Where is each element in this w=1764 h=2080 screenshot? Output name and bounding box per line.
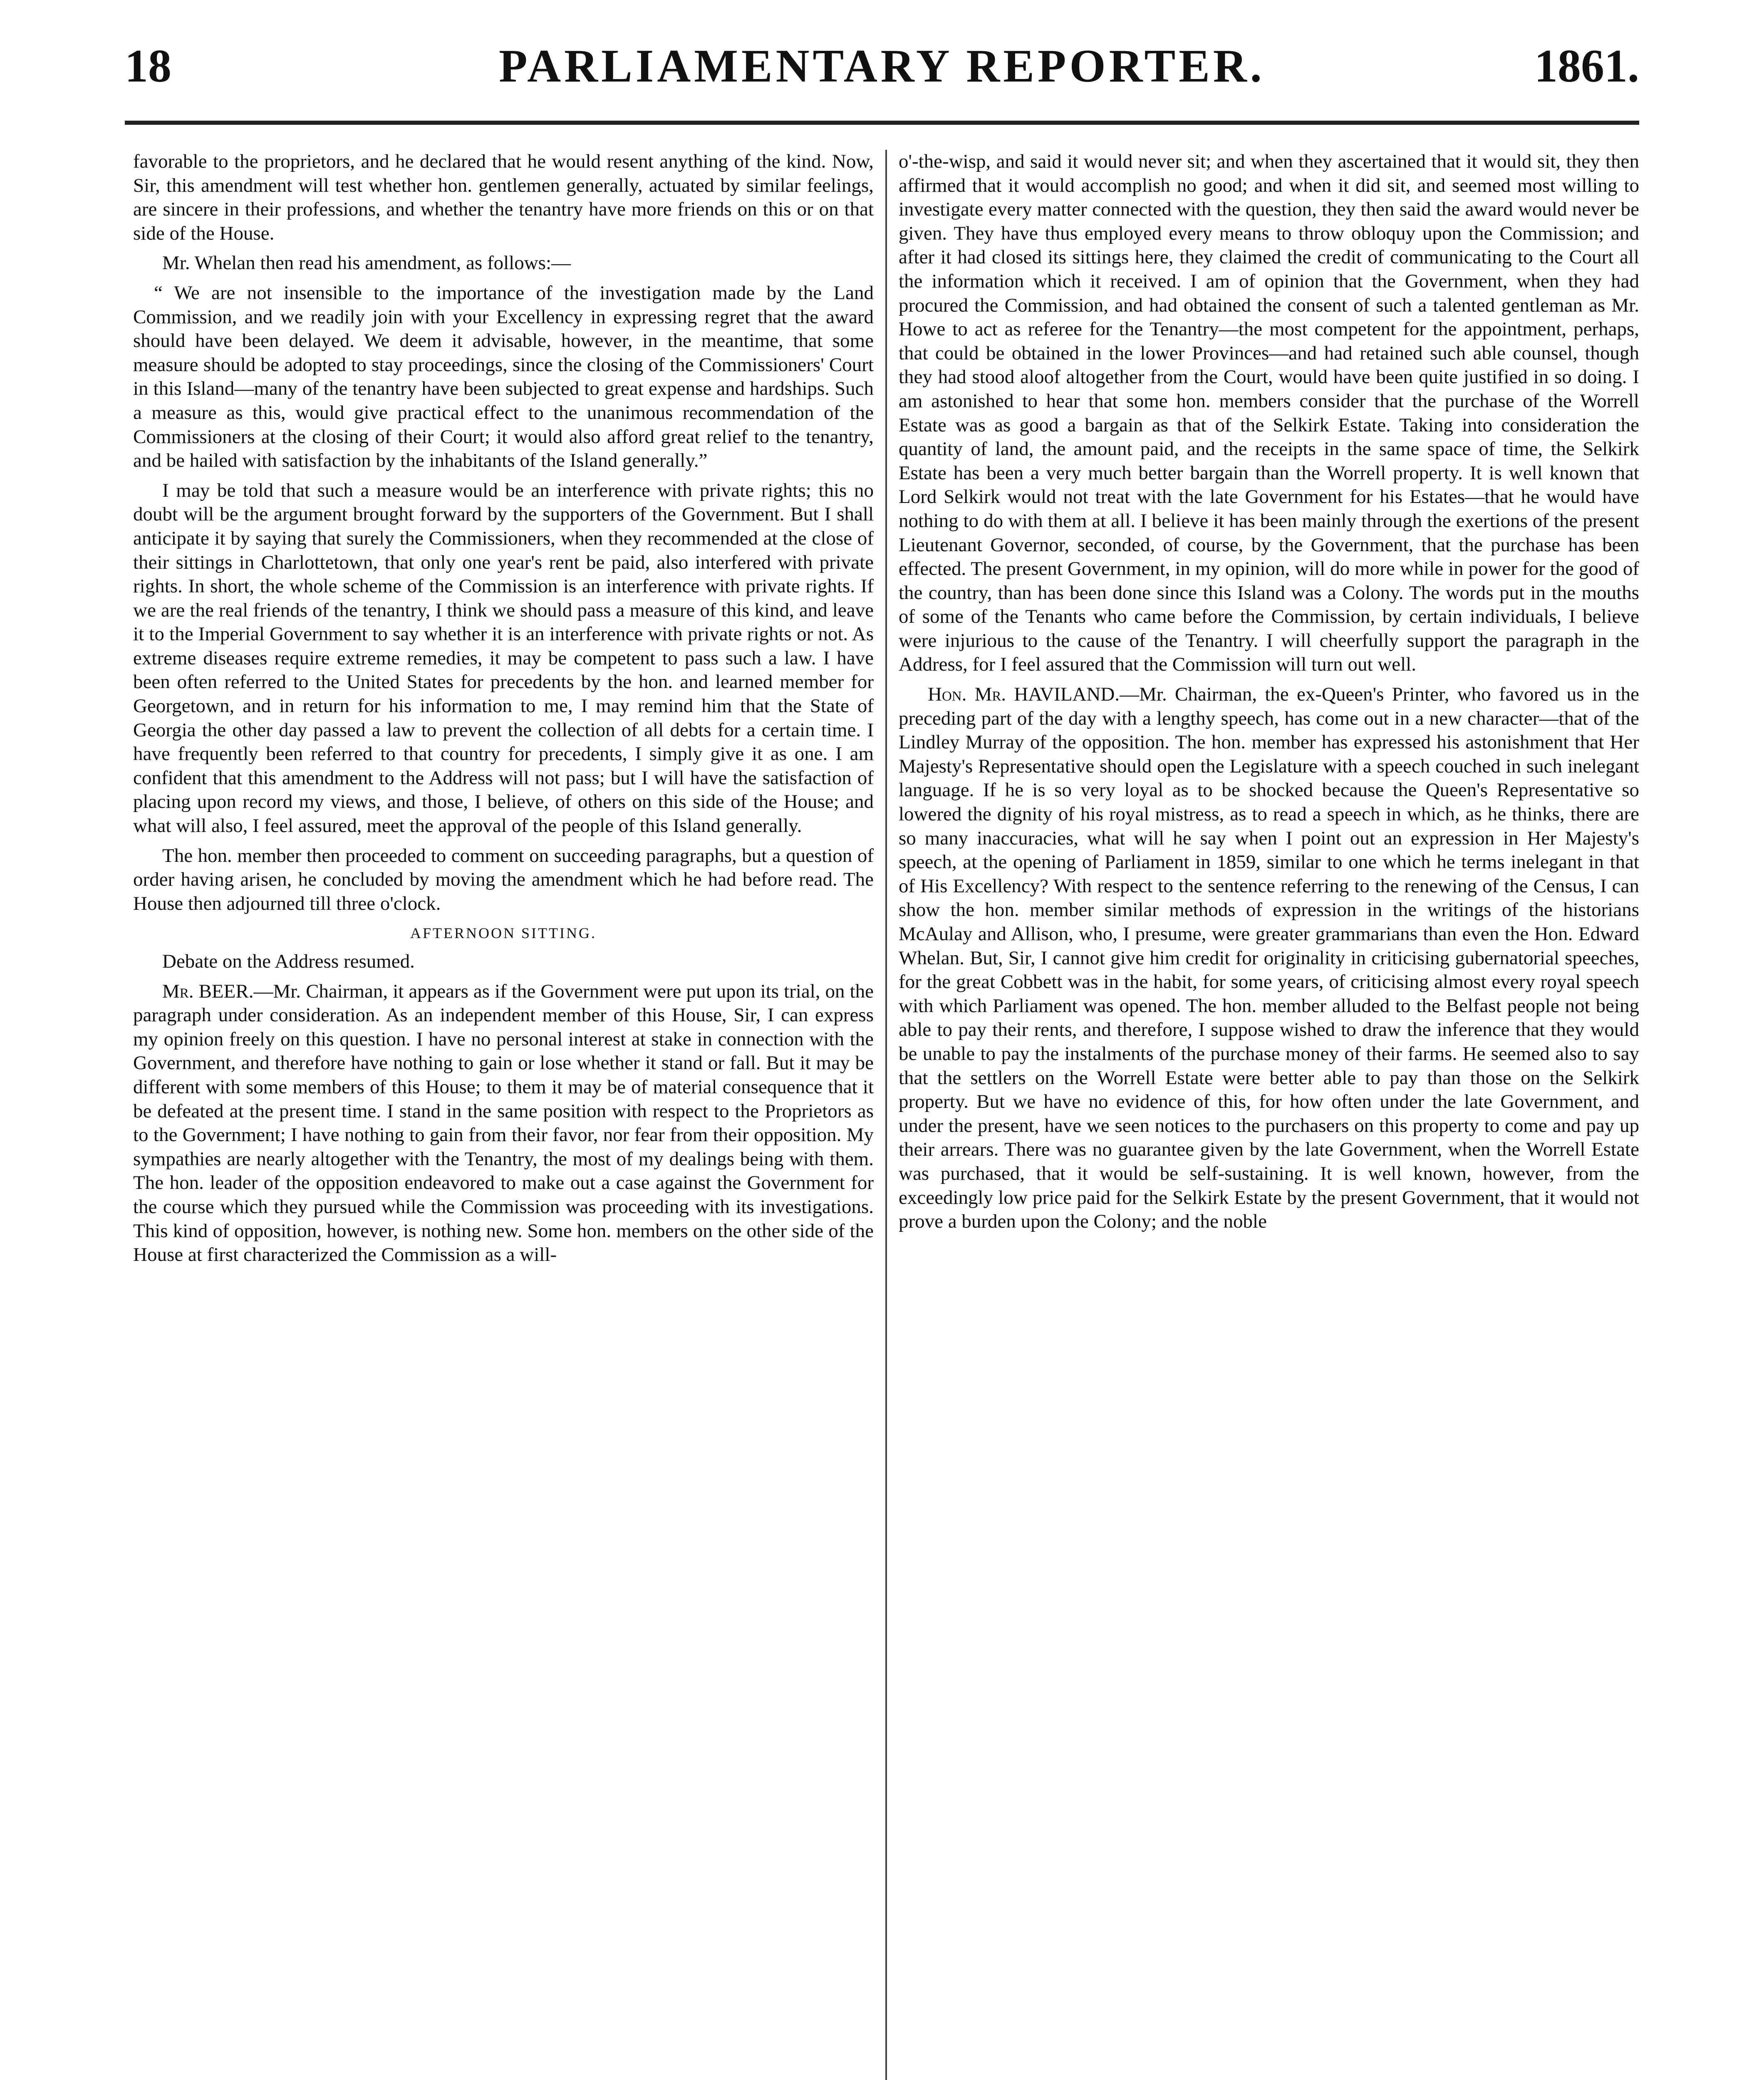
paragraph: o'-the-wisp, and said it would never sit; and when they ascertained that it would sit, they then affirmed that it would accomplish no good; and when it did sit, and seemed most willing to investigate every matter connected with the question, they then said the award would never be given. They have thus employed every means to throw obloquy upon the Commission; and after it had closed its sittings here, they claimed the credit of communicating to the Court all the information which it received. I am of opinion that the Government, when they had procured the Commission, and had obtained the consent of such a talented gentleman as Mr. Howe to act as referee for the Tenantry—the most competent for the appointment, perhaps, that could be obtained in the lower Provinces—and had retained such able counsel, though they had stood aloof altogether from the Court, would have been quite justified in so doing. I am astonished to hear that some hon. members consider that the purchase of the Worrell Estate was as good a bargain as that of the Selkirk Estate. Taking into consideration the quantity of land, the amount paid, and the receipts in the same space of time, the Selkirk Estate has been a very much better bargain than the Worrell property. It is well known that Lord Selkirk would not treat with the late Government for his Estates—that he would have nothing to do with them at all. I believe it has been mainly through the exertions of the present Lieutenant Governor, seconded, of course, by the Government, that the purchase has been effected. The present Government, in my opinion, will do more while in power for the good of the country, than has been done since this Island was a Colony. The words put in the mouths of some of the Tenants who came before the Commission, by certain individuals, I believe were injurious to the cause of the Tenantry. I will cheerfully support the paragraph in the Address, for I feel assured that the Commission will turn out well. (899, 151, 1639, 676)
paragraph: Debate on the Address resumed. (162, 951, 415, 972)
paragraph: I may be told that such a measure would be an interference with private rights; this no doubt will be the argument brought forward by the supporters of the Government. But I shall anticipate it by saying that surely the Commissioners, when they recommended at the close of their sittings in Charlottetown, that only one year's rent be paid, also interfered with private rights. In short, the whole scheme of the Commission is an interference with private rights. If we are the real friends of the tenantry, I think we should pass a measure of this kind, and leave it to the Imperial Government to say whether it is an interference with private rights or not. As extreme diseases require extreme remedies, it may be competent to pass such a law. I have been often referred to the United States for precedents by the hon. and learned member for Georgetown, and in return for his information to me, I may remind him that the State of Georgia the other day passed a law to prevent the collection of all debts for a certain time. I have frequently been referred to that country for precedents, I simply give it as one. I am confident that this amendment to the Address will not pass; but I will have the satisfaction of placing upon record my views, and those, I believe, of others on this side of the House; and what will also, I feel assured, meet the approval of the people of this Island generally. (133, 479, 874, 837)
paragraph: favorable to the proprietors, and he declared that he would resent anything of the kind. Now, Sir, this amendment will test whether hon. gentlemen generally, actuated by similar feelings, are sincere in their professions, and whether the tenantry have more friends on this or on that side of the House. (133, 151, 874, 244)
paragraph: The hon. member then proceeded to comment on succeeding paragraphs, but a question of order having arisen, he concluded by moving the amendment which he had before read. The House then adjourned till three o'clock. (133, 844, 874, 914)
paragraph: Mr. Whelan then read his amendment, as follows:— (162, 252, 571, 274)
publication-year: 1861. (1534, 40, 1639, 92)
speech-text: —Mr. Chairman, the ex-Queen's Printer, who favored us in the preceding part of the day with a lengthy speech, has come out in a new character—that of the Lindley Murray of the opposition. The hon. member has expressed his astonishment that Her Majesty's Representative should open the Legislature with a speech couched in such inelegant language. If he is so very loyal as to be shocked because the Queen's Representative so lowered the dignity of his royal mistress, as to read a speech in which, as he thinks, there are so many inaccuracies, what will he say when I point out an expression in Her Majesty's speech, at the opening of Parliament in 1859, similar to one which he terms inelegant in that of His Excellency? With respect to the sentence referring to the renewing of the Census, I can show the hon. member similar methods of expression in the writings of the historians McAulay and Allison, who, I presume, were greater grammarians than even the Hon. Edward Whelan. But, Sir, I cannot give him credit for originality in criticising gubernatorial speeches, for the great Cobbett was in the habit, for some years, of criticising almost every royal speech with which Parliament was opened. The hon. member alluded to the Belfast people not being able to pay their rents, and therefore, I suppose wished to draw the inference that they would be unable to pay the instalments of the purchase money of their farms. He seemed also to say that the settlers on the Worrell Estate were better able to pay than those on the Selkirk property. But we have no evidence of this, for how often under the late Government, and under the present, have we seen notices to the purchasers on this property to come and pay up their arrears. There was no guarantee given by the late Government, when the Worrell Estate was purchased, that it would be self-sustaining. It is well known, however, from the exceedingly low price paid for the Selkirk Estate by the present Government, that it would not prove a burden upon the Colony; and the noble (899, 683, 1639, 1233)
speaker-name: Mr. BEER. (162, 980, 254, 1002)
quoted-amendment: “ We are not insensible to the importance of the investigation made by the Land Commission, and we readily join with your Excellency in expressing regret that the award should have been delayed. We deem it advisable, however, in the meantime, that some measure should be adopted to stay proceedings, since the closing of the Commissioners' Court in this Island—many of the tenantry have been subjected to great expense and hardships. Such a measure as this, would give practical effect to the unanimous recommendation of the Commissioners at the closing of their Court; it would also afford great relief to the tenantry, and be hailed with satisfaction by the inhabitants of the Island generally.” (133, 282, 874, 472)
right-column (899, 150, 1639, 2080)
left-column (133, 150, 874, 2080)
speech-text: —Mr. Chairman, it appears as if the Government were put upon its trial, on the paragraph under consideration. As an independent member of this House, Sir, I can express my opinion freely on this question. I have no personal interest at stake in connection with the Government, and therefore have nothing to gain or lose whether it stand or fall. But it may be different with some members of this House; to them it may be of material consequence that it be defeated at the present time. I stand in the same position with respect to the Proprietors as to the Government; I have nothing to gain from their favor, nor fear from their opposition. My sympathies are nearly altogether with the Tenantry, the most of my dealings being with them. The hon. leader of the opposition endeavored to make out a case against the Government for the course which they pursued while the Commission was proceeding with its investigations. This kind of opposition, however, is nothing new. Some hon. members on the other side of the House at first characterized the Commission as a will- (133, 980, 874, 1266)
header-rule (125, 121, 1639, 125)
column-divider (885, 150, 887, 2080)
speech-paragraph (133, 980, 874, 1267)
page-number: 18 (125, 40, 171, 92)
running-title: PARLIAMENTARY REPORTER. (499, 40, 1265, 92)
speaker-name: Hon. Mr. HAVILAND. (928, 683, 1120, 706)
speech-paragraph (899, 683, 1639, 1234)
section-heading: AFTERNOON SITTING. (410, 925, 597, 942)
page-header (125, 40, 1639, 102)
